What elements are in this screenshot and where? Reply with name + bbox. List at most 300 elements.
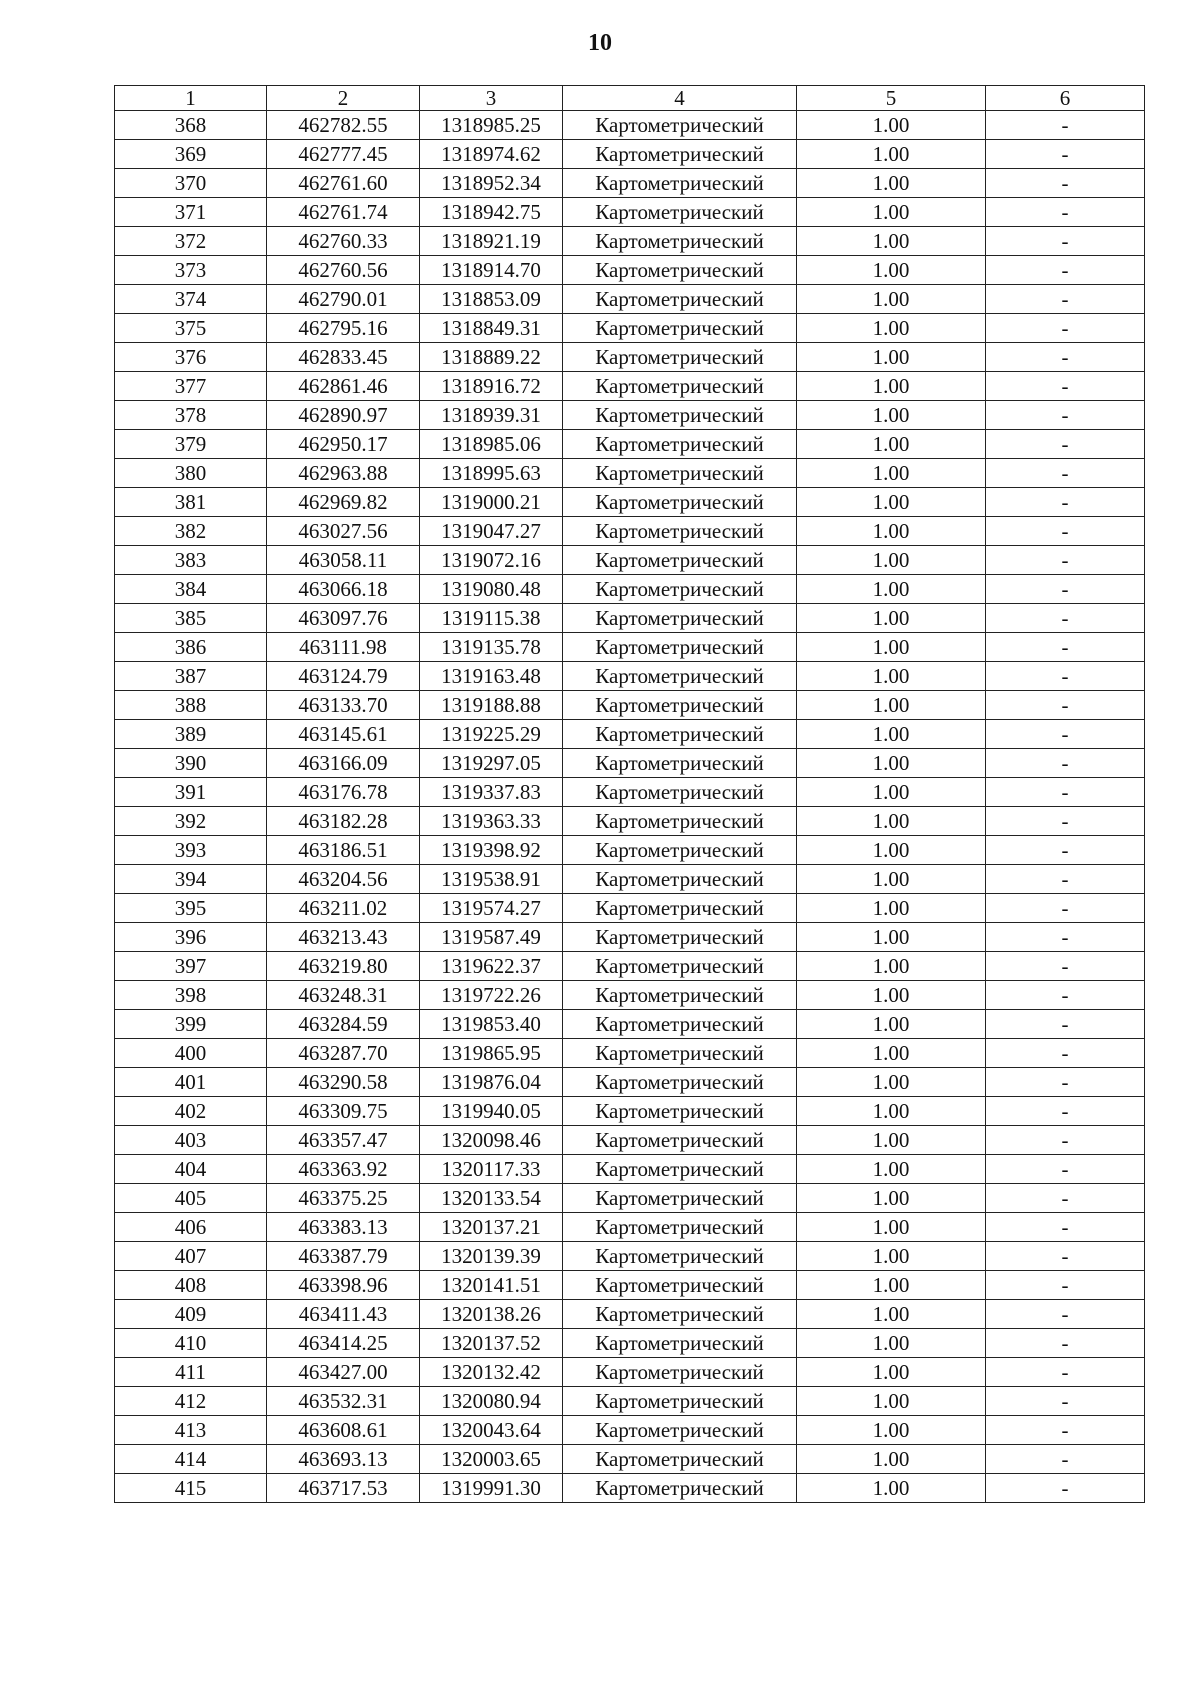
y-coordinate-cell: 1319538.91 (420, 865, 563, 894)
table-row (115, 459, 1145, 488)
table-row (115, 1271, 1145, 1300)
method-cell: Картометрический (563, 749, 797, 778)
description-cell: - (986, 517, 1145, 546)
table-row (115, 1329, 1145, 1358)
table-row (115, 575, 1145, 604)
y-coordinate-cell: 1319622.37 (420, 952, 563, 981)
x-coordinate-cell: 463387.79 (267, 1242, 420, 1271)
x-coordinate-cell: 462795.16 (267, 314, 420, 343)
method-cell: Картометрический (563, 691, 797, 720)
accuracy-cell: 1.00 (797, 836, 986, 865)
table-row (115, 1068, 1145, 1097)
description-cell: - (986, 343, 1145, 372)
y-coordinate-cell: 1318942.75 (420, 198, 563, 227)
description-cell: - (986, 198, 1145, 227)
table-row (115, 691, 1145, 720)
description-cell: - (986, 1184, 1145, 1213)
description-cell: - (986, 923, 1145, 952)
point-number-cell: 412 (115, 1387, 267, 1416)
method-cell: Картометрический (563, 633, 797, 662)
table-row (115, 314, 1145, 343)
x-coordinate-cell: 463213.43 (267, 923, 420, 952)
x-coordinate-cell: 463357.47 (267, 1126, 420, 1155)
method-cell: Картометрический (563, 1474, 797, 1503)
y-coordinate-cell: 1319722.26 (420, 981, 563, 1010)
description-cell: - (986, 1155, 1145, 1184)
accuracy-cell: 1.00 (797, 1329, 986, 1358)
point-number-cell: 410 (115, 1329, 267, 1358)
x-coordinate-cell: 463414.25 (267, 1329, 420, 1358)
accuracy-cell: 1.00 (797, 981, 986, 1010)
x-coordinate-cell: 463166.09 (267, 749, 420, 778)
method-cell: Картометрический (563, 1329, 797, 1358)
accuracy-cell: 1.00 (797, 169, 986, 198)
table-row (115, 1039, 1145, 1068)
column-header-4: 4 (563, 86, 797, 111)
method-cell: Картометрический (563, 198, 797, 227)
x-coordinate-cell: 462761.74 (267, 198, 420, 227)
accuracy-cell: 1.00 (797, 1358, 986, 1387)
description-cell: - (986, 285, 1145, 314)
point-number-cell: 397 (115, 952, 267, 981)
method-cell: Картометрический (563, 836, 797, 865)
method-cell: Картометрический (563, 343, 797, 372)
accuracy-cell: 1.00 (797, 1445, 986, 1474)
point-number-cell: 395 (115, 894, 267, 923)
table-row (115, 952, 1145, 981)
accuracy-cell: 1.00 (797, 227, 986, 256)
accuracy-cell: 1.00 (797, 111, 986, 140)
y-coordinate-cell: 1319363.33 (420, 807, 563, 836)
accuracy-cell: 1.00 (797, 488, 986, 517)
point-number-cell: 399 (115, 1010, 267, 1039)
y-coordinate-cell: 1319047.27 (420, 517, 563, 546)
table-row (115, 546, 1145, 575)
accuracy-cell: 1.00 (797, 807, 986, 836)
table-row (115, 1300, 1145, 1329)
method-cell: Картометрический (563, 1300, 797, 1329)
x-coordinate-cell: 462963.88 (267, 459, 420, 488)
x-coordinate-cell: 463383.13 (267, 1213, 420, 1242)
point-number-cell: 411 (115, 1358, 267, 1387)
y-coordinate-cell: 1319297.05 (420, 749, 563, 778)
table-row (115, 807, 1145, 836)
x-coordinate-cell: 463398.96 (267, 1271, 420, 1300)
method-cell: Картометрический (563, 923, 797, 952)
point-number-cell: 373 (115, 256, 267, 285)
y-coordinate-cell: 1319876.04 (420, 1068, 563, 1097)
x-coordinate-cell: 462890.97 (267, 401, 420, 430)
y-coordinate-cell: 1319940.05 (420, 1097, 563, 1126)
y-coordinate-cell: 1318916.72 (420, 372, 563, 401)
x-coordinate-cell: 463608.61 (267, 1416, 420, 1445)
accuracy-cell: 1.00 (797, 952, 986, 981)
table-row (115, 1155, 1145, 1184)
accuracy-cell: 1.00 (797, 778, 986, 807)
y-coordinate-cell: 1320080.94 (420, 1387, 563, 1416)
method-cell: Картометрический (563, 546, 797, 575)
description-cell: - (986, 1387, 1145, 1416)
description-cell: - (986, 1126, 1145, 1155)
description-cell: - (986, 459, 1145, 488)
description-cell: - (986, 604, 1145, 633)
point-number-cell: 405 (115, 1184, 267, 1213)
description-cell: - (986, 1271, 1145, 1300)
y-coordinate-cell: 1319163.48 (420, 662, 563, 691)
column-header-6: 6 (986, 86, 1145, 111)
method-cell: Картометрический (563, 1097, 797, 1126)
x-coordinate-cell: 463363.92 (267, 1155, 420, 1184)
point-number-cell: 409 (115, 1300, 267, 1329)
accuracy-cell: 1.00 (797, 575, 986, 604)
y-coordinate-cell: 1319865.95 (420, 1039, 563, 1068)
x-coordinate-cell: 463287.70 (267, 1039, 420, 1068)
description-cell: - (986, 1300, 1145, 1329)
description-cell: - (986, 575, 1145, 604)
accuracy-cell: 1.00 (797, 1039, 986, 1068)
x-coordinate-cell: 462950.17 (267, 430, 420, 459)
point-number-cell: 406 (115, 1213, 267, 1242)
accuracy-cell: 1.00 (797, 1213, 986, 1242)
x-coordinate-cell: 463427.00 (267, 1358, 420, 1387)
y-coordinate-cell: 1318974.62 (420, 140, 563, 169)
point-number-cell: 386 (115, 633, 267, 662)
method-cell: Картометрический (563, 488, 797, 517)
x-coordinate-cell: 463284.59 (267, 1010, 420, 1039)
x-coordinate-cell: 463111.98 (267, 633, 420, 662)
table-row (115, 169, 1145, 198)
x-coordinate-cell: 463309.75 (267, 1097, 420, 1126)
y-coordinate-cell: 1319115.38 (420, 604, 563, 633)
method-cell: Картометрический (563, 1358, 797, 1387)
description-cell: - (986, 894, 1145, 923)
point-number-cell: 383 (115, 546, 267, 575)
x-coordinate-cell: 462761.60 (267, 169, 420, 198)
y-coordinate-cell: 1320132.42 (420, 1358, 563, 1387)
method-cell: Картометрический (563, 604, 797, 633)
description-cell: - (986, 807, 1145, 836)
method-cell: Картометрический (563, 256, 797, 285)
point-number-cell: 372 (115, 227, 267, 256)
method-cell: Картометрический (563, 169, 797, 198)
y-coordinate-cell: 1318939.31 (420, 401, 563, 430)
description-cell: - (986, 546, 1145, 575)
table-row (115, 1097, 1145, 1126)
y-coordinate-cell: 1320137.21 (420, 1213, 563, 1242)
point-number-cell: 384 (115, 575, 267, 604)
table-row (115, 343, 1145, 372)
accuracy-cell: 1.00 (797, 1387, 986, 1416)
point-number-cell: 400 (115, 1039, 267, 1068)
y-coordinate-cell: 1318853.09 (420, 285, 563, 314)
accuracy-cell: 1.00 (797, 749, 986, 778)
method-cell: Картометрический (563, 1126, 797, 1155)
y-coordinate-cell: 1318914.70 (420, 256, 563, 285)
x-coordinate-cell: 463211.02 (267, 894, 420, 923)
y-coordinate-cell: 1320098.46 (420, 1126, 563, 1155)
point-number-cell: 374 (115, 285, 267, 314)
coordinates-table (114, 85, 1145, 1503)
method-cell: Картометрический (563, 1416, 797, 1445)
accuracy-cell: 1.00 (797, 1271, 986, 1300)
description-cell: - (986, 111, 1145, 140)
description-cell: - (986, 1039, 1145, 1068)
method-cell: Картометрический (563, 1213, 797, 1242)
accuracy-cell: 1.00 (797, 691, 986, 720)
table-row (115, 720, 1145, 749)
accuracy-cell: 1.00 (797, 285, 986, 314)
point-number-cell: 376 (115, 343, 267, 372)
y-coordinate-cell: 1318985.25 (420, 111, 563, 140)
table-row (115, 662, 1145, 691)
point-number-cell: 387 (115, 662, 267, 691)
description-cell: - (986, 227, 1145, 256)
method-cell: Картометрический (563, 517, 797, 546)
accuracy-cell: 1.00 (797, 256, 986, 285)
column-header-2: 2 (267, 86, 420, 111)
x-coordinate-cell: 463375.25 (267, 1184, 420, 1213)
method-cell: Картометрический (563, 227, 797, 256)
table-row (115, 894, 1145, 923)
method-cell: Картометрический (563, 1010, 797, 1039)
y-coordinate-cell: 1318995.63 (420, 459, 563, 488)
point-number-cell: 379 (115, 430, 267, 459)
description-cell: - (986, 1358, 1145, 1387)
accuracy-cell: 1.00 (797, 1097, 986, 1126)
description-cell: - (986, 1010, 1145, 1039)
x-coordinate-cell: 463145.61 (267, 720, 420, 749)
method-cell: Картометрический (563, 1445, 797, 1474)
accuracy-cell: 1.00 (797, 343, 986, 372)
accuracy-cell: 1.00 (797, 459, 986, 488)
description-cell: - (986, 778, 1145, 807)
method-cell: Картометрический (563, 140, 797, 169)
x-coordinate-cell: 463186.51 (267, 836, 420, 865)
accuracy-cell: 1.00 (797, 372, 986, 401)
table-row (115, 749, 1145, 778)
y-coordinate-cell: 1319991.30 (420, 1474, 563, 1503)
description-cell: - (986, 952, 1145, 981)
method-cell: Картометрический (563, 720, 797, 749)
accuracy-cell: 1.00 (797, 198, 986, 227)
point-number-cell: 401 (115, 1068, 267, 1097)
accuracy-cell: 1.00 (797, 923, 986, 952)
description-cell: - (986, 981, 1145, 1010)
y-coordinate-cell: 1319337.83 (420, 778, 563, 807)
accuracy-cell: 1.00 (797, 401, 986, 430)
table-row (115, 1126, 1145, 1155)
method-cell: Картометрический (563, 662, 797, 691)
table-row (115, 1474, 1145, 1503)
y-coordinate-cell: 1319587.49 (420, 923, 563, 952)
accuracy-cell: 1.00 (797, 546, 986, 575)
point-number-cell: 414 (115, 1445, 267, 1474)
y-coordinate-cell: 1319135.78 (420, 633, 563, 662)
description-cell: - (986, 1068, 1145, 1097)
method-cell: Картометрический (563, 111, 797, 140)
table-row (115, 1184, 1145, 1213)
table-row (115, 140, 1145, 169)
method-cell: Картометрический (563, 1184, 797, 1213)
accuracy-cell: 1.00 (797, 720, 986, 749)
y-coordinate-cell: 1319080.48 (420, 575, 563, 604)
y-coordinate-cell: 1318889.22 (420, 343, 563, 372)
x-coordinate-cell: 462760.56 (267, 256, 420, 285)
description-cell: - (986, 633, 1145, 662)
table-row (115, 836, 1145, 865)
x-coordinate-cell: 463248.31 (267, 981, 420, 1010)
method-cell: Картометрический (563, 372, 797, 401)
method-cell: Картометрический (563, 1387, 797, 1416)
x-coordinate-cell: 463066.18 (267, 575, 420, 604)
description-cell: - (986, 836, 1145, 865)
method-cell: Картометрический (563, 894, 797, 923)
method-cell: Картометрический (563, 807, 797, 836)
point-number-cell: 382 (115, 517, 267, 546)
accuracy-cell: 1.00 (797, 314, 986, 343)
point-number-cell: 378 (115, 401, 267, 430)
y-coordinate-cell: 1319574.27 (420, 894, 563, 923)
column-header-3: 3 (420, 86, 563, 111)
point-number-cell: 394 (115, 865, 267, 894)
y-coordinate-cell: 1320141.51 (420, 1271, 563, 1300)
point-number-cell: 370 (115, 169, 267, 198)
method-cell: Картометрический (563, 1271, 797, 1300)
method-cell: Картометрический (563, 1068, 797, 1097)
accuracy-cell: 1.00 (797, 1068, 986, 1097)
description-cell: - (986, 314, 1145, 343)
table-row (115, 488, 1145, 517)
accuracy-cell: 1.00 (797, 633, 986, 662)
description-cell: - (986, 169, 1145, 198)
point-number-cell: 369 (115, 140, 267, 169)
point-number-cell: 385 (115, 604, 267, 633)
table-row (115, 1358, 1145, 1387)
accuracy-cell: 1.00 (797, 662, 986, 691)
point-number-cell: 388 (115, 691, 267, 720)
y-coordinate-cell: 1318849.31 (420, 314, 563, 343)
accuracy-cell: 1.00 (797, 894, 986, 923)
description-cell: - (986, 372, 1145, 401)
x-coordinate-cell: 463027.56 (267, 517, 420, 546)
description-cell: - (986, 1242, 1145, 1271)
accuracy-cell: 1.00 (797, 1126, 986, 1155)
description-cell: - (986, 1097, 1145, 1126)
x-coordinate-cell: 463411.43 (267, 1300, 420, 1329)
point-number-cell: 391 (115, 778, 267, 807)
table-row (115, 981, 1145, 1010)
point-number-cell: 398 (115, 981, 267, 1010)
method-cell: Картометрический (563, 1155, 797, 1184)
method-cell: Картометрический (563, 285, 797, 314)
y-coordinate-cell: 1320137.52 (420, 1329, 563, 1358)
point-number-cell: 413 (115, 1416, 267, 1445)
accuracy-cell: 1.00 (797, 1242, 986, 1271)
table-row (115, 923, 1145, 952)
description-cell: - (986, 662, 1145, 691)
x-coordinate-cell: 463133.70 (267, 691, 420, 720)
y-coordinate-cell: 1319072.16 (420, 546, 563, 575)
method-cell: Картометрический (563, 401, 797, 430)
x-coordinate-cell: 463532.31 (267, 1387, 420, 1416)
y-coordinate-cell: 1320003.65 (420, 1445, 563, 1474)
method-cell: Картометрический (563, 778, 797, 807)
y-coordinate-cell: 1319188.88 (420, 691, 563, 720)
accuracy-cell: 1.00 (797, 865, 986, 894)
header-row (115, 86, 1145, 111)
point-number-cell: 407 (115, 1242, 267, 1271)
description-cell: - (986, 691, 1145, 720)
description-cell: - (986, 430, 1145, 459)
x-coordinate-cell: 463124.79 (267, 662, 420, 691)
y-coordinate-cell: 1320138.26 (420, 1300, 563, 1329)
accuracy-cell: 1.00 (797, 140, 986, 169)
accuracy-cell: 1.00 (797, 1416, 986, 1445)
table-row (115, 430, 1145, 459)
description-cell: - (986, 256, 1145, 285)
page-number: 10 (588, 30, 612, 56)
description-cell: - (986, 865, 1145, 894)
x-coordinate-cell: 462790.01 (267, 285, 420, 314)
table-row (115, 1010, 1145, 1039)
point-number-cell: 371 (115, 198, 267, 227)
accuracy-cell: 1.00 (797, 1010, 986, 1039)
y-coordinate-cell: 1319853.40 (420, 1010, 563, 1039)
y-coordinate-cell: 1320133.54 (420, 1184, 563, 1213)
point-number-cell: 396 (115, 923, 267, 952)
description-cell: - (986, 401, 1145, 430)
y-coordinate-cell: 1320117.33 (420, 1155, 563, 1184)
point-number-cell: 381 (115, 488, 267, 517)
point-number-cell: 393 (115, 836, 267, 865)
y-coordinate-cell: 1318952.34 (420, 169, 563, 198)
accuracy-cell: 1.00 (797, 430, 986, 459)
table-row (115, 401, 1145, 430)
x-coordinate-cell: 462782.55 (267, 111, 420, 140)
table-row (115, 372, 1145, 401)
method-cell: Картометрический (563, 1242, 797, 1271)
x-coordinate-cell: 463176.78 (267, 778, 420, 807)
accuracy-cell: 1.00 (797, 1474, 986, 1503)
table-row (115, 517, 1145, 546)
x-coordinate-cell: 462969.82 (267, 488, 420, 517)
table-row (115, 1445, 1145, 1474)
table-row (115, 198, 1145, 227)
x-coordinate-cell: 463219.80 (267, 952, 420, 981)
table-row (115, 111, 1145, 140)
x-coordinate-cell: 463717.53 (267, 1474, 420, 1503)
point-number-cell: 377 (115, 372, 267, 401)
method-cell: Картометрический (563, 981, 797, 1010)
accuracy-cell: 1.00 (797, 1300, 986, 1329)
x-coordinate-cell: 462777.45 (267, 140, 420, 169)
method-cell: Картометрический (563, 575, 797, 604)
table-row (115, 865, 1145, 894)
y-coordinate-cell: 1320043.64 (420, 1416, 563, 1445)
point-number-cell: 375 (115, 314, 267, 343)
description-cell: - (986, 749, 1145, 778)
table-row (115, 227, 1145, 256)
x-coordinate-cell: 462861.46 (267, 372, 420, 401)
x-coordinate-cell: 463058.11 (267, 546, 420, 575)
point-number-cell: 408 (115, 1271, 267, 1300)
table-row (115, 1387, 1145, 1416)
point-number-cell: 389 (115, 720, 267, 749)
point-number-cell: 390 (115, 749, 267, 778)
point-number-cell: 368 (115, 111, 267, 140)
accuracy-cell: 1.00 (797, 517, 986, 546)
method-cell: Картометрический (563, 952, 797, 981)
